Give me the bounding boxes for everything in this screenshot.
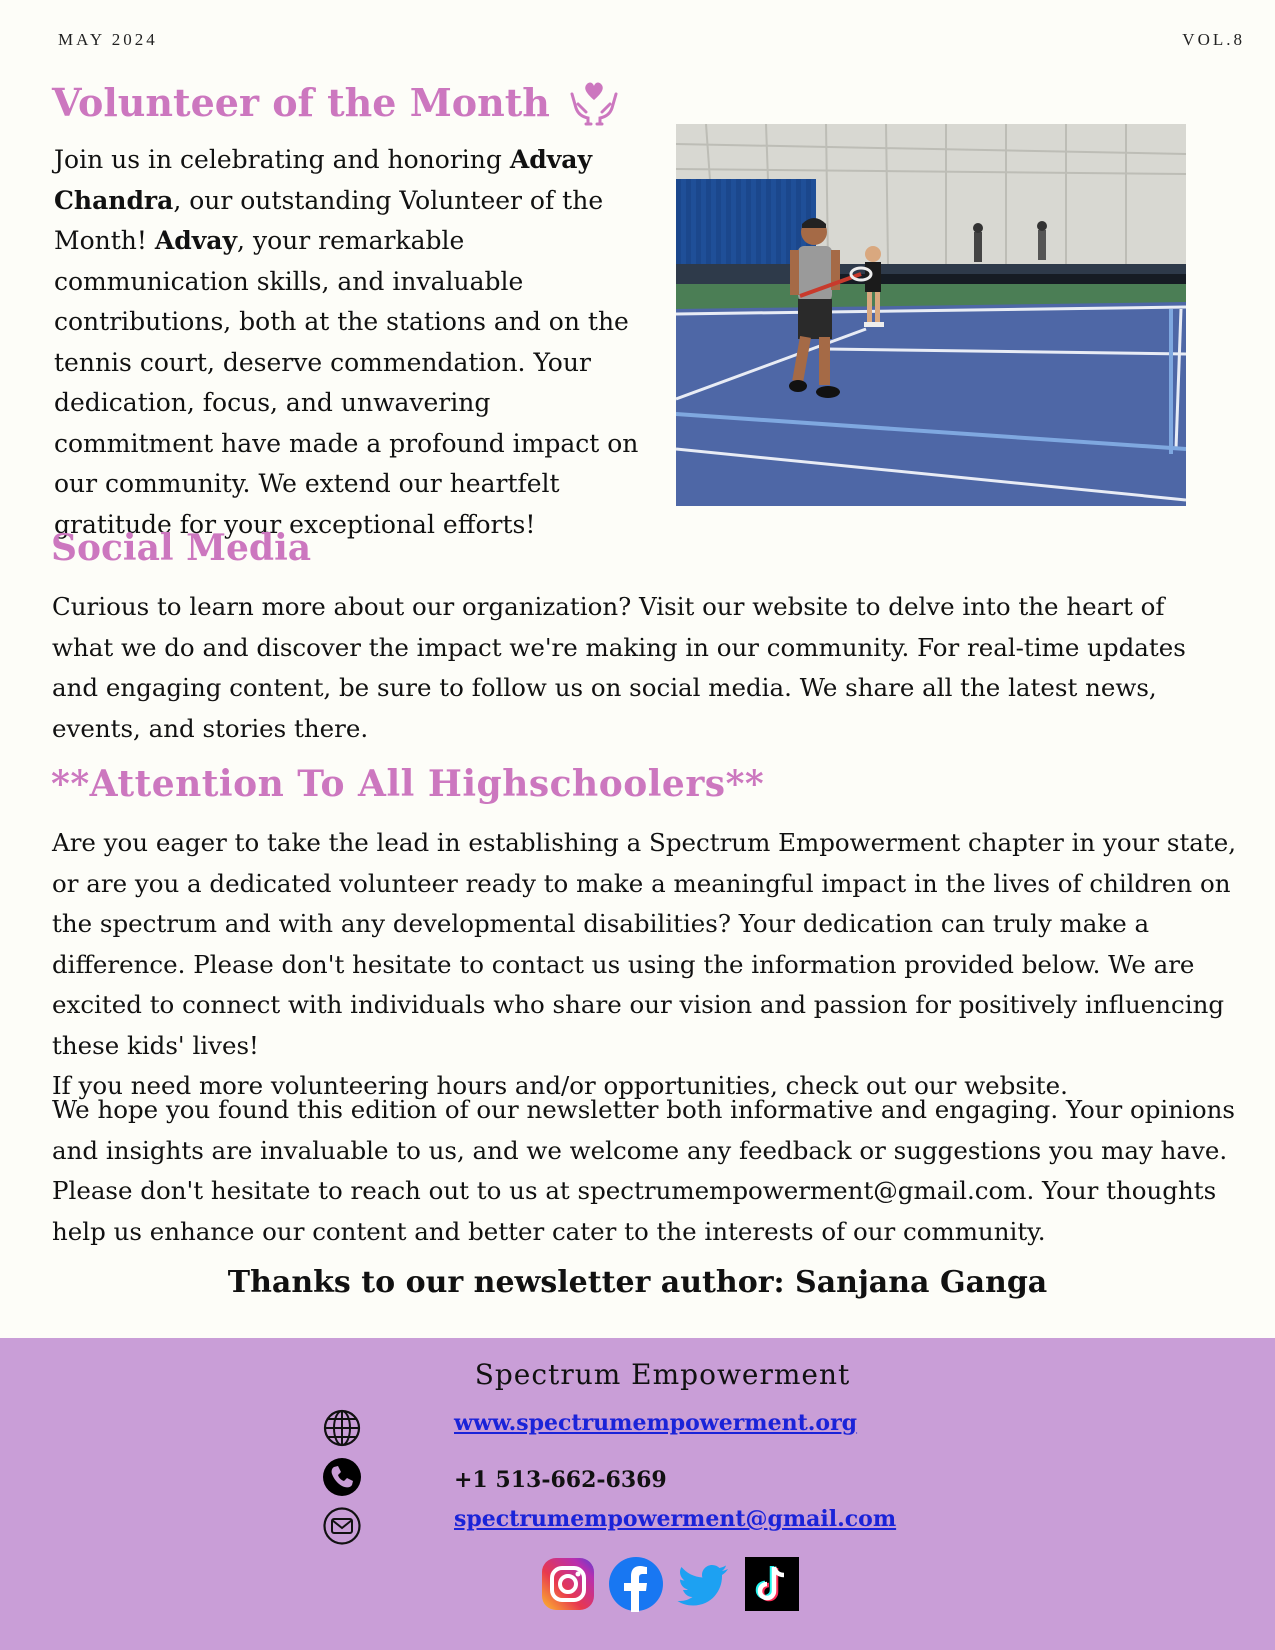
- organization-name: Spectrum Empowerment: [474, 1358, 851, 1391]
- volunteer-name-short: Advay: [154, 226, 238, 255]
- highschoolers-heading: **Attention To All Highschoolers**: [51, 763, 765, 805]
- mail-icon: [322, 1506, 362, 1546]
- issue-volume: VOL.8: [1182, 30, 1245, 49]
- volunteer-heading-text: Volunteer of the Month: [52, 79, 550, 125]
- volunteer-name-full: Advay Chandra: [54, 145, 592, 215]
- volunteer-text-2: , our outstanding Volunteer of the Month!: [54, 185, 604, 255]
- social-media-heading: Social Media: [51, 527, 312, 569]
- volunteer-heading: [52, 78, 620, 126]
- facebook-icon[interactable]: [608, 1556, 664, 1612]
- volunteer-text-3: , your remarkable communication skills, and invaluable contributions, both at the stations and on the tennis court, deserve commendation. Your dedication, focus, and unwavering commitment have made a profound impact on our community. We extend our heartfelt gratitude for your exceptional efforts!: [54, 226, 639, 539]
- globe-icon: [322, 1408, 362, 1448]
- tiktok-icon[interactable]: [744, 1556, 800, 1612]
- highschoolers-text-2: If you need more volunteering hours and/or opportunities, check out our website.: [52, 1071, 1068, 1100]
- volunteer-text-1: Join us in celebrating and honoring: [54, 145, 510, 174]
- social-media-paragraph: Curious to learn more about our organization? Visit our website to delve into the heart of what we do and discover the impact we're making in our community. For real-time updates and engaging content, be sure to follow us on social media. We share all the latest news, events, and stories there.: [52, 592, 1186, 743]
- issue-date: MAY 2024: [58, 30, 158, 49]
- volunteer-paragraph: [54, 140, 654, 545]
- phone-icon: [322, 1457, 362, 1497]
- highschoolers-paragraph: [52, 823, 1242, 1107]
- highschoolers-text-1: Are you eager to take the lead in establishing a Spectrum Empowerment chapter in your state, or are you a dedicated volunteer ready to make a meaningful impact in the lives of children on the spectrum and with any developmental disabilities? Your dedication can truly make a difference. Please don't hesitate to contact us using the information provided below. We are excited to connect with individuals who share our vision and passion for positively influencing these kids' lives!: [52, 828, 1237, 1060]
- email-link[interactable]: spectrumempowerment@gmail.com: [454, 1506, 897, 1532]
- closing-paragraph: We hope you found this edition of our newsletter both informative and engaging. Your opinions and insights are invaluable to us, and we welcome any feedback or suggestions you may have. Please don't hesitate to reach out to us at spectrumempowerment@gmail.com. Your thoughts help us enhance our content and better cater to the interests of our community.: [52, 1095, 1235, 1246]
- heart-hands-icon: [568, 78, 620, 126]
- contact-footer: [0, 1338, 1275, 1650]
- phone-number: +1 513-662-6369: [454, 1467, 667, 1493]
- website-link[interactable]: www.spectrumempowerment.org: [454, 1410, 858, 1436]
- instagram-icon[interactable]: [540, 1556, 596, 1612]
- social-icons-row: [540, 1556, 800, 1612]
- twitter-icon[interactable]: [676, 1556, 732, 1612]
- author-credit: Thanks to our newsletter author: Sanjana Ganga: [227, 1265, 1048, 1300]
- tennis-court-photo: [676, 124, 1186, 506]
